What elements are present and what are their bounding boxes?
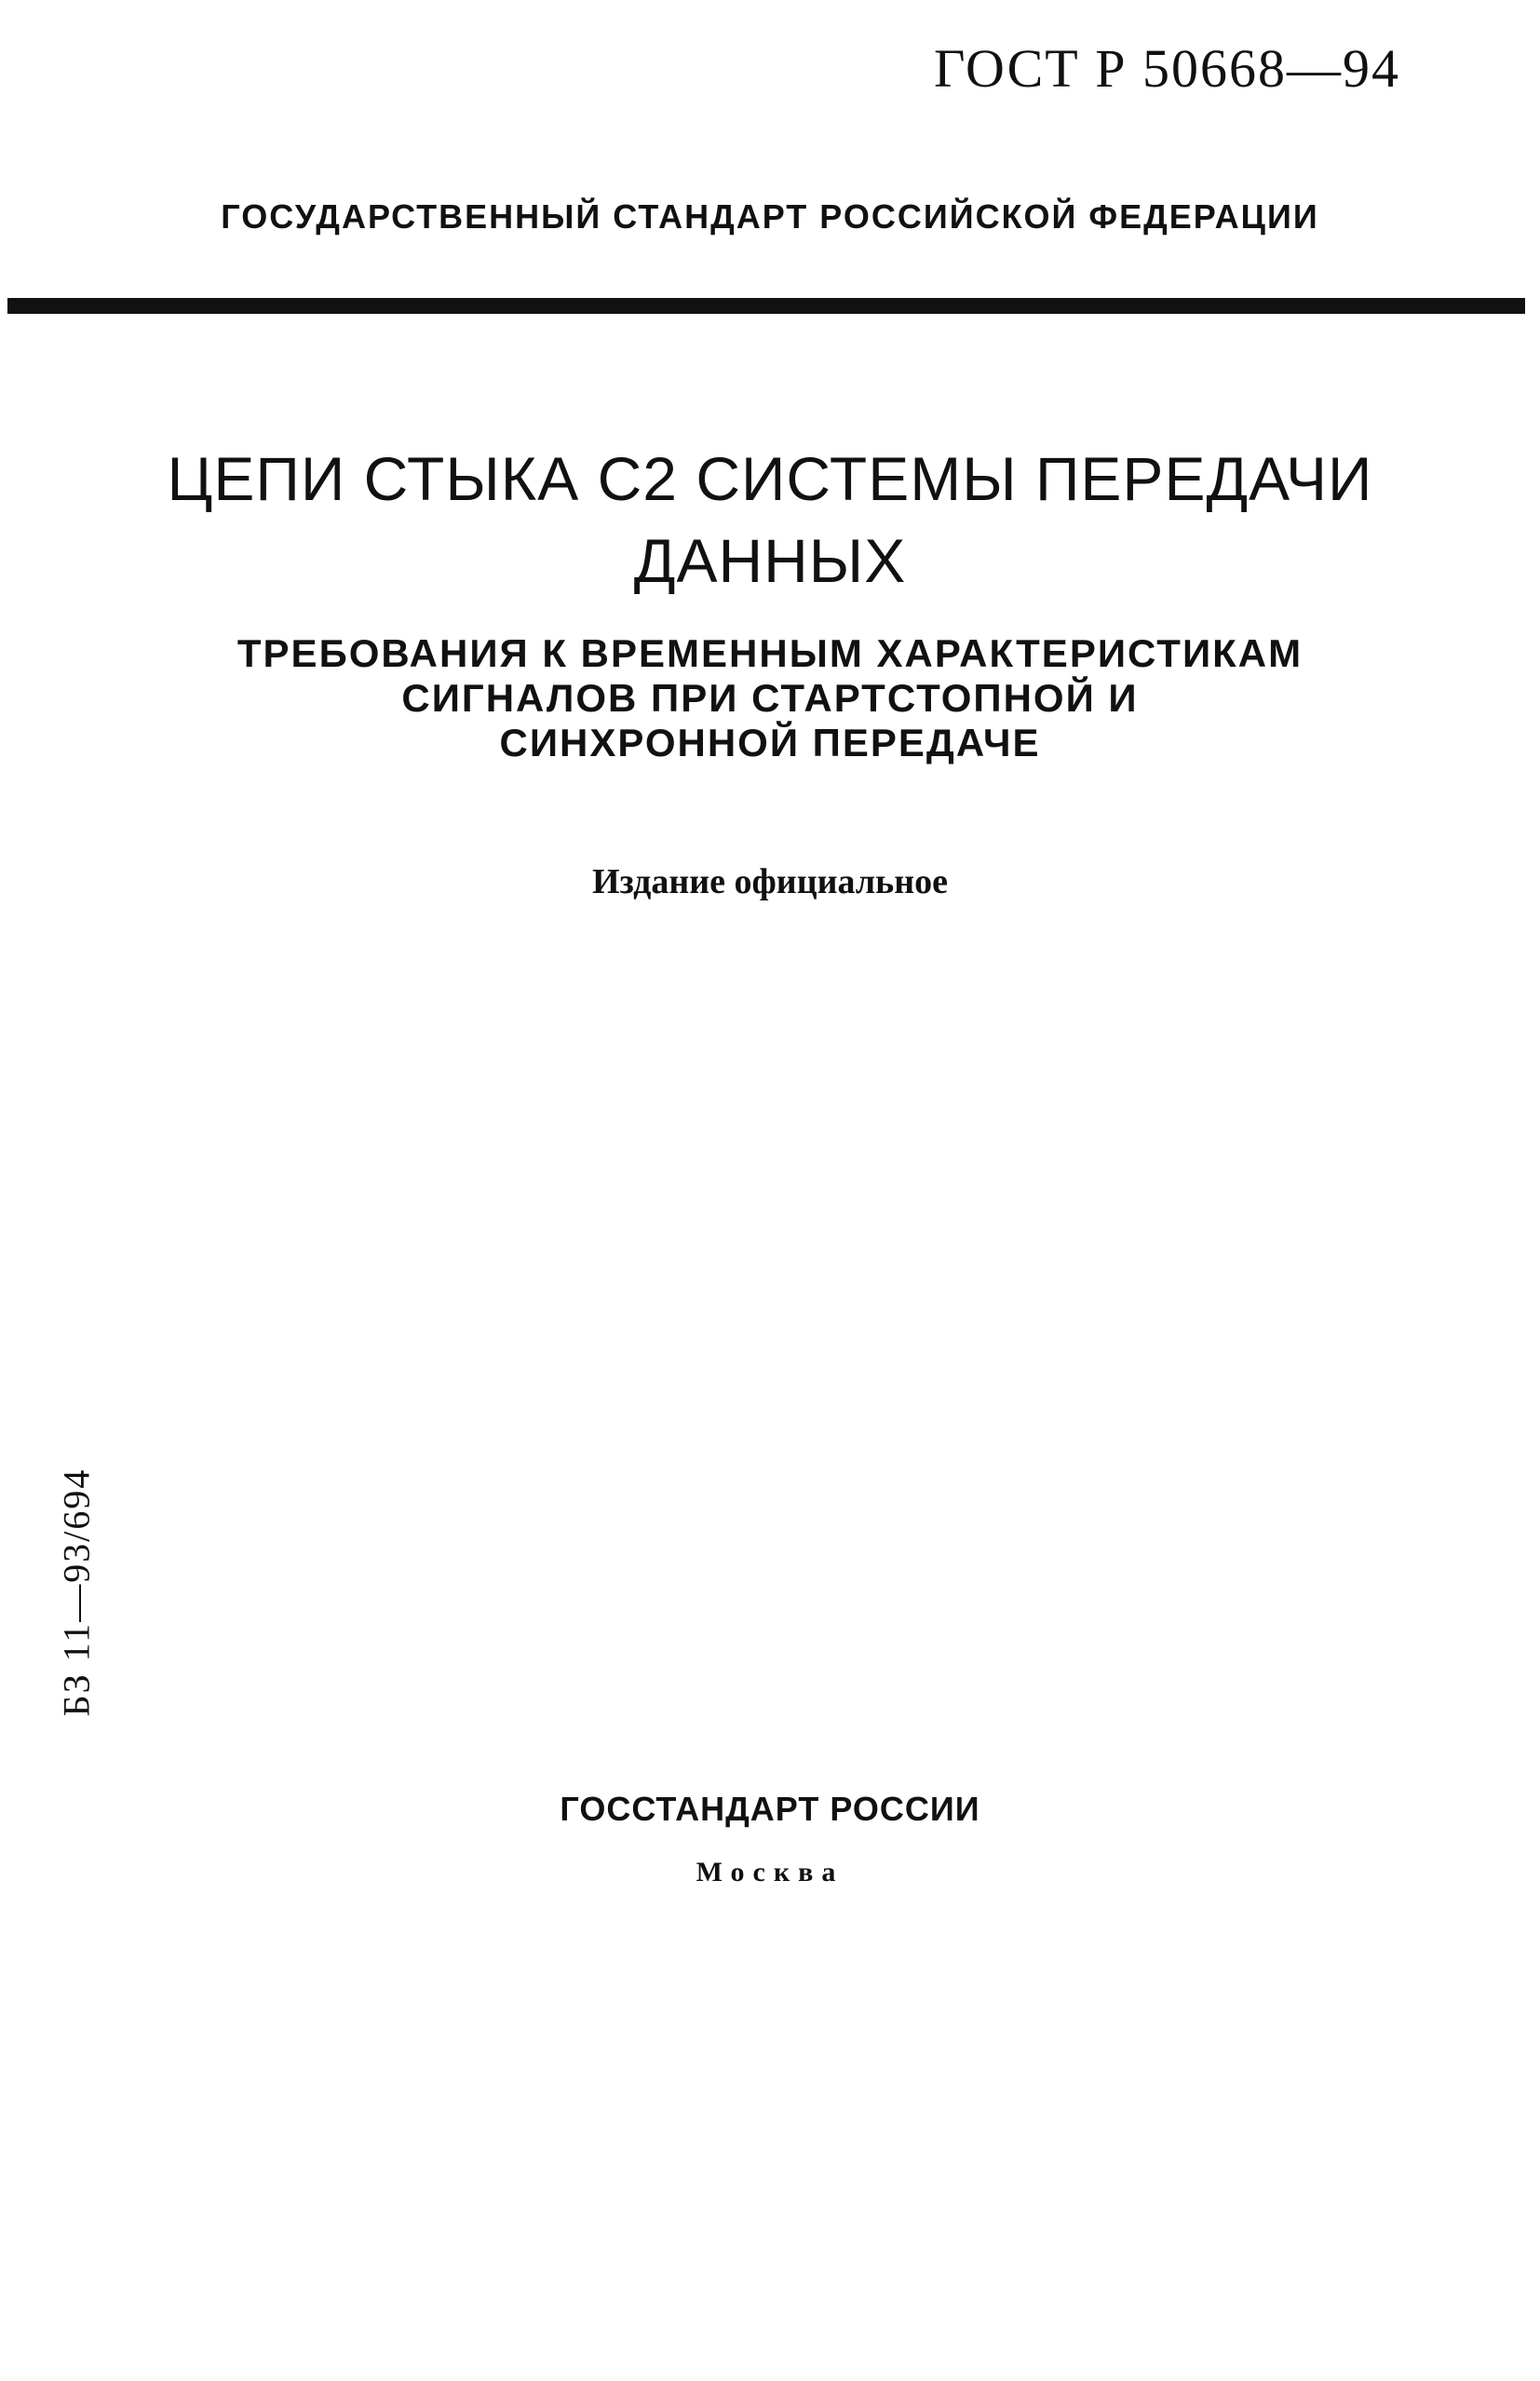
side-catalog-code: БЗ 11—93/694 xyxy=(55,1468,98,1717)
document-title xyxy=(0,438,1540,602)
document-subtitle xyxy=(0,631,1540,765)
publisher-name: ГОССТАНДАРТ РОССИИ xyxy=(560,1790,980,1828)
standard-number: ГОСТ Р 50668—94 xyxy=(933,38,1400,99)
header-divider xyxy=(7,298,1525,314)
publisher-city: Москва xyxy=(696,1857,844,1887)
subtitle-line-2: СИГНАЛОВ ПРИ СТАРТСТОПНОЙ И xyxy=(401,676,1139,720)
subtitle-line-1: ТРЕБОВАНИЯ К ВРЕМЕННЫМ ХАРАКТЕРИСТИКАМ xyxy=(236,631,1304,675)
subtitle-line-3: СИНХРОННОЙ ПЕРЕДАЧЕ xyxy=(499,721,1041,764)
edition-note: Издание официальное xyxy=(591,862,948,901)
title-line-2: ДАННЫХ xyxy=(633,526,907,595)
title-line-1: ЦЕПИ СТЫКА С2 СИСТЕМЫ ПЕРЕДАЧИ xyxy=(167,444,1373,513)
organization-heading: ГОСУДАРСТВЕННЫЙ СТАНДАРТ РОССИЙСКОЙ ФЕДЕРАЦИИ xyxy=(221,197,1319,236)
